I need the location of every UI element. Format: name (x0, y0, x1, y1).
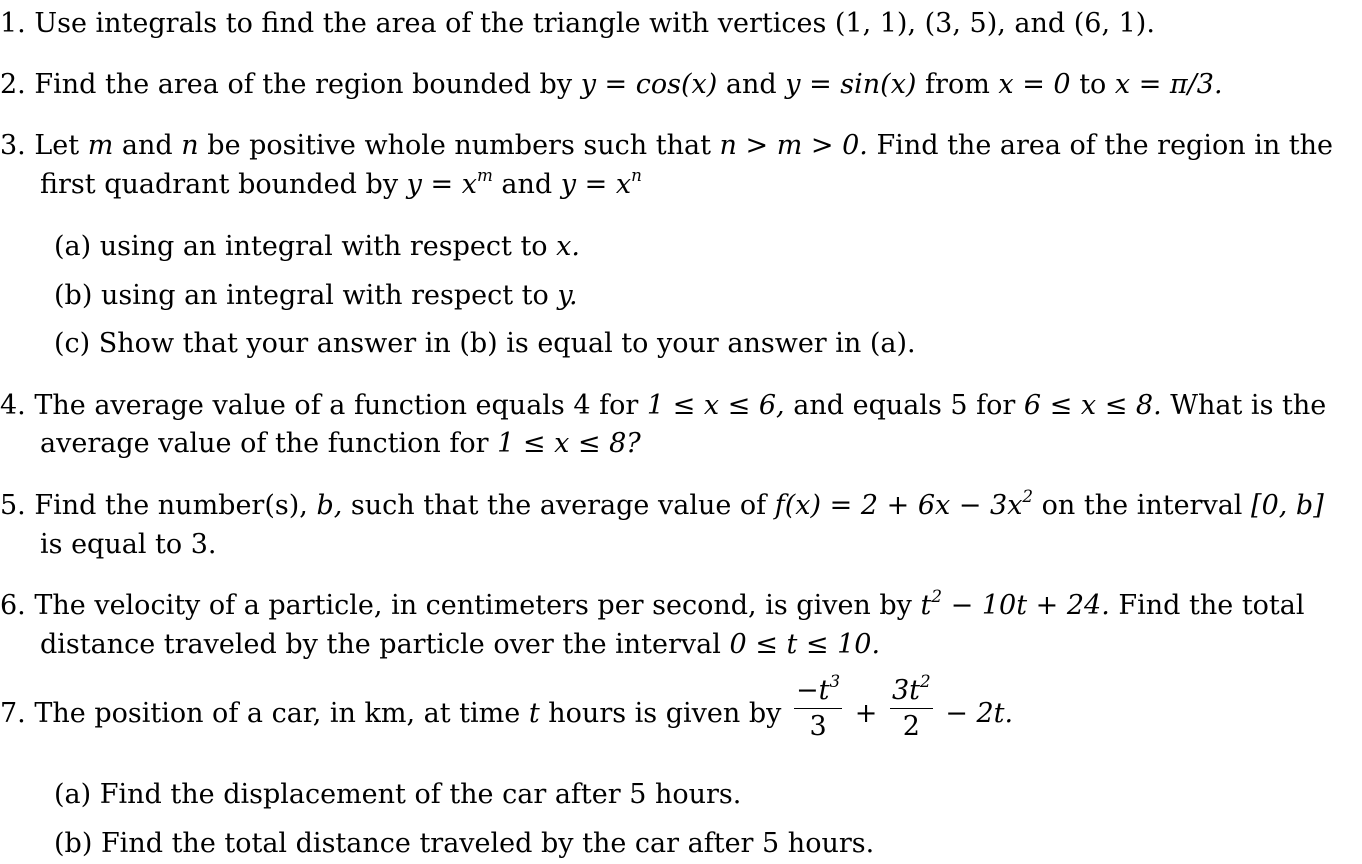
equation: y = cos(x) (580, 69, 718, 100)
equation: x = 0 (998, 69, 1071, 100)
inequality: 6 ≤ x ≤ 8. (1023, 390, 1162, 421)
problem-7-part-a (54, 781, 741, 808)
problem-text: Use integrals to find the area of the triangle with vertices (1, 1), (3, 5), and (6, 1). (34, 8, 1155, 39)
equation: $y = x^n$ (560, 164, 642, 200)
problem-text: The position of a car, in km, at time (34, 698, 521, 729)
problem-text: is equal to 3. (40, 529, 217, 560)
problem-text: and (501, 169, 553, 200)
problem-text: and (725, 69, 777, 100)
variable: n (181, 130, 199, 161)
problem-text: Find the number(s), (34, 490, 308, 521)
variable: x. (556, 231, 580, 262)
problem-6-line-2 (40, 631, 880, 658)
plus-sign: + (854, 698, 878, 729)
problem-text: The average value of a function equals 4 for (34, 390, 639, 421)
problem-text: Find the total (1118, 590, 1305, 621)
problem-number: 6. (0, 590, 26, 621)
problem-text: be positive whole numbers such that (207, 130, 711, 161)
problem-text: Find the area of the region in the (876, 130, 1334, 161)
problem-2 (0, 71, 1223, 98)
problem-text: Let (34, 130, 80, 161)
problem-text: and (121, 130, 173, 161)
part-text: using an integral with respect to (99, 231, 548, 262)
problem-text: on the interval (1041, 490, 1243, 521)
interval: [0, b] (1251, 490, 1324, 521)
equation: x = π/3. (1114, 69, 1223, 100)
function: $f(x) = 2 + 6x - 3x^2$ (774, 485, 1034, 521)
problem-number: 1. (0, 8, 26, 39)
problem-3-part-b (54, 282, 578, 309)
part-text: Find the displacement of the car after 5 hours. (99, 779, 742, 810)
problem-number: 4. (0, 390, 26, 421)
problem-number: 7. (0, 698, 26, 729)
problem-text: from (925, 69, 990, 100)
part-label: (b) (54, 280, 93, 311)
problem-text: hours is given by (548, 698, 782, 729)
problem-text: and equals 5 for (793, 390, 1016, 421)
problem-3-part-c (54, 330, 916, 357)
problem-text: such that the average value of (350, 490, 767, 521)
problem-text: Find the area of the region bounded by (34, 69, 573, 100)
variable: t (528, 698, 540, 729)
variable: b, (316, 490, 343, 521)
problem-5-line-2 (40, 531, 217, 558)
problem-4-line-2 (40, 430, 641, 457)
problem-5-line-1 (0, 485, 1324, 521)
polynomial: $t^2 - 10t + 24$. (920, 585, 1110, 621)
fraction-2: $\frac{3t^2}{2}$ (891, 670, 931, 742)
part-label: (a) (54, 231, 92, 262)
equation: y = sin(x) (785, 69, 917, 100)
problem-text: distance traveled by the particle over the interval (40, 629, 721, 660)
part-label: (c) (54, 328, 91, 359)
part-text: using an integral with respect to (100, 280, 549, 311)
part-label: (a) (54, 779, 92, 810)
problem-3-line-2 (40, 164, 642, 200)
problem-1 (0, 10, 1155, 37)
part-text: Show that your answer in (b) is equal to your answer in (a). (98, 328, 916, 359)
inequality: n > m > 0. (719, 130, 868, 161)
problem-3-line-1 (0, 132, 1333, 159)
problem-3-part-a (54, 233, 580, 260)
part-text: Find the total distance traveled by the car after 5 hours. (100, 828, 875, 859)
problem-6-line-1 (0, 585, 1305, 621)
inequality: 1 ≤ x ≤ 8? (497, 428, 641, 459)
fraction-1: $\frac{-t^3}{3}$ (796, 670, 841, 742)
problem-text: to (1079, 69, 1107, 100)
problem-4-line-1 (0, 392, 1326, 419)
problem-number: 3. (0, 130, 26, 161)
equation: $y = x^m$ (406, 164, 493, 200)
variable: m (87, 130, 114, 161)
problem-text: average value of the function for (40, 428, 489, 459)
problem-number: 5. (0, 490, 26, 521)
problem-number: 2. (0, 69, 26, 100)
problem-text: The velocity of a particle, in centimeters per second, is given by (34, 590, 912, 621)
expression-tail: − 2t. (945, 698, 1014, 729)
inequality: 0 ≤ t ≤ 10. (729, 629, 881, 660)
problem-7-line-1 (0, 670, 1014, 746)
variable: y. (557, 280, 578, 311)
problem-text: first quadrant bounded by (40, 169, 399, 200)
problem-7-part-b (54, 830, 874, 857)
inequality: 1 ≤ x ≤ 6, (646, 390, 785, 421)
problem-text: What is the (1170, 390, 1327, 421)
part-label: (b) (54, 828, 93, 859)
